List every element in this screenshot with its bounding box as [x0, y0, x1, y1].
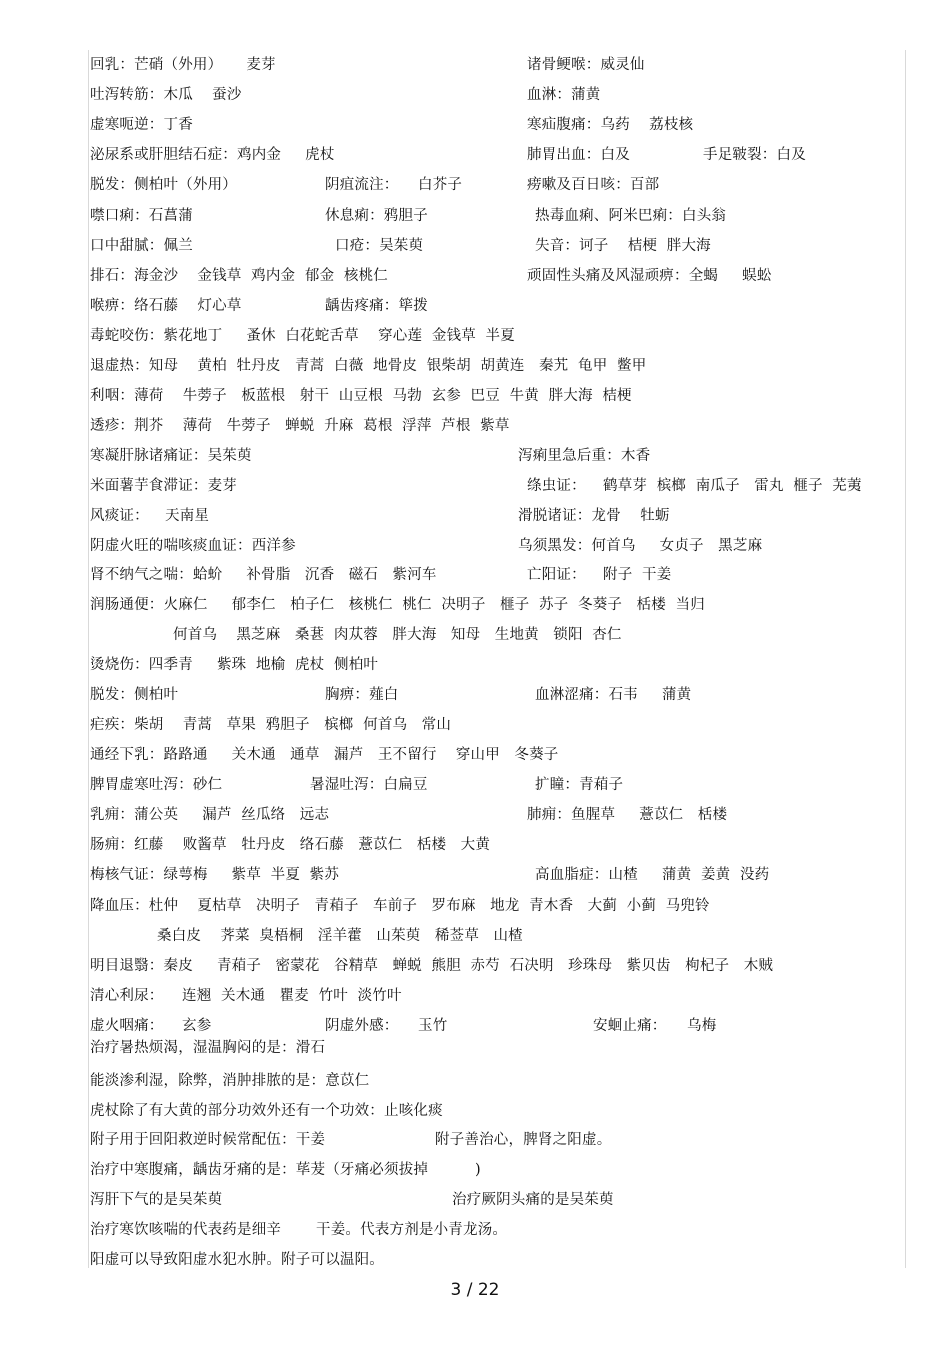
text-segment: 排石：海金沙 金钱草 鸡内金 郁金 核桃仁: [90, 268, 388, 284]
text-line: [0, 504, 950, 528]
text-segment: 米面薯芋食滞证：麦芽: [90, 478, 237, 494]
text-segment: 何首乌 黑芝麻 桑葚 肉苁蓉 胖大海 知母 生地黄 锁阳 杏仁: [173, 627, 622, 643]
text-line: [0, 264, 950, 288]
text-line: [0, 1248, 950, 1272]
text-segment: 寒凝肝脉诸痛证：吴茱萸: [90, 448, 252, 464]
text-segment: 扩瞳：青葙子: [535, 777, 624, 793]
text-segment: 白芥子: [418, 177, 463, 193]
text-line: [0, 354, 950, 378]
text-segment: 乌梅: [687, 1018, 717, 1034]
text-segment: 附子善治心，脾肾之阳虚。: [435, 1132, 612, 1148]
text-line: [0, 1158, 950, 1182]
text-segment: 脱发：侧柏叶（外用）: [90, 177, 237, 193]
text-segment: 阴虚火旺的喘咳痰血证：西洋参: [90, 538, 296, 554]
text-line: [0, 444, 950, 468]
text-segment: 治疗暑热烦渴，湿温胸闷的是：滑石: [90, 1040, 326, 1056]
text-segment: 肠痈：红藤 败酱草 牡丹皮 络石藤 薏苡仁 栝楼 大黄: [90, 837, 491, 853]
text-segment: 阴疽流注：: [325, 177, 399, 193]
text-segment: 阴虚外感：: [325, 1018, 399, 1034]
page-number: 3 / 22: [450, 1280, 500, 1300]
text-line: [0, 954, 950, 978]
text-line: [0, 773, 950, 797]
text-segment: 热毒血痢、阿米巴痢：白头翁: [535, 208, 727, 224]
text-line: [0, 173, 950, 197]
text-line: [0, 83, 950, 107]
text-segment: 吐泻转筋：木瓜 蚕沙: [90, 87, 242, 103]
text-segment: 龋齿疼痛：筚拨: [325, 298, 428, 314]
text-segment: 玉竹: [418, 1018, 448, 1034]
text-segment: 梅核气证：绿萼梅 紫草 半夏 紫苏: [90, 867, 340, 883]
text-line: [0, 563, 950, 587]
text-segment: 安蛔止痛：: [593, 1018, 667, 1034]
text-line: [0, 474, 950, 498]
text-line: [0, 863, 950, 887]
text-segment: 虚寒呃逆：丁香: [90, 117, 193, 133]
text-segment: 疟疾：柴胡 青蒿 草果 鸦胆子 槟榔 何首乌 常山: [90, 717, 452, 733]
text-segment: 绦虫证：: [527, 478, 586, 494]
text-segment: 天南星: [165, 508, 210, 524]
text-segment: 诸骨鲠喉：威灵仙: [527, 57, 645, 73]
text-segment: 明目退翳：秦皮 青葙子 密蒙花 谷精草 蝉蜕 熊胆 赤芍 石决明 珍珠母 紫贝齿 枸杞子 木贼: [90, 958, 774, 974]
text-line: [0, 113, 950, 137]
text-segment: 暑湿吐泻：白扁豆: [310, 777, 428, 793]
text-line: [0, 53, 950, 77]
text-segment: 透疹：荆芥 薄荷 牛蒡子 蝉蜕 升麻 葛根 浮萍 芦根 紫草: [90, 418, 510, 434]
text-segment: 泻肝下气的是吴茱萸: [90, 1192, 223, 1208]
text-line: [0, 234, 950, 258]
text-segment: 肾不纳气之喘：蛤蚧 补骨脂 沉香 磁石 紫河车: [90, 567, 437, 583]
text-segment: 清心利尿：: [90, 988, 164, 1004]
text-segment: 亡阳证：: [527, 567, 586, 583]
text-segment: 脾胃虚寒吐泻：砂仁: [90, 777, 223, 793]
text-segment: 肺胃出血：白及: [527, 147, 630, 163]
text-line: [0, 833, 950, 857]
text-segment: 乌须黑发：何首乌 女贞子 黑芝麻: [518, 538, 763, 554]
text-segment: 血淋：蒲黄: [527, 87, 601, 103]
text-segment: 噤口痢：石菖蒲: [90, 208, 193, 224]
text-segment: 利咽：薄荷 牛蒡子 板蓝根 射干 山豆根 马勃 玄参 巴豆 牛黄 胖大海 桔梗: [90, 388, 632, 404]
text-segment: 玄参: [182, 1018, 212, 1034]
text-segment: 失音：诃子 桔梗 胖大海: [535, 238, 711, 254]
text-segment: 滑脱诸证：龙骨 牡蛎: [518, 508, 670, 524]
text-line: [0, 1036, 950, 1060]
text-line: [0, 984, 950, 1008]
text-segment: 润肠通便：火麻仁 郁李仁 柏子仁 核桃仁 桃仁 决明子 榧子 苏子 冬葵子 栝楼 当归: [90, 597, 705, 613]
text-segment: 喉痹：络石藤 灯心草: [90, 298, 242, 314]
text-line: [0, 1014, 950, 1038]
text-line: [0, 1218, 950, 1242]
text-line: [0, 143, 950, 167]
text-line: [0, 743, 950, 767]
text-segment: 治疗厥阴头痛的是吴茱萸: [452, 1192, 614, 1208]
text-segment: 鹤草芽 槟榔 南瓜子 雷丸 榧子 芜荑: [603, 478, 862, 494]
text-segment: 休息痢：鸦胆子: [325, 208, 428, 224]
text-segment: 附子 干姜: [603, 567, 672, 583]
text-line: [0, 294, 950, 318]
text-line: [0, 1099, 950, 1123]
text-segment: 口中甜腻：佩兰: [90, 238, 193, 254]
text-line: [0, 593, 950, 617]
text-segment: 阳虚可以导致阳虚水犯水肿。附子可以温阳。: [90, 1252, 384, 1268]
text-segment: 肺痈：鱼腥草 薏苡仁 栝楼: [527, 807, 728, 823]
text-segment: 虎杖除了有大黄的部分功效外还有一个功效：止咳化痰: [90, 1103, 443, 1119]
text-segment: 泌尿系或肝胆结石症：鸡内金 虎杖: [90, 147, 335, 163]
text-line: [0, 414, 950, 438]
text-segment: 附子用于回阳救逆时候常配伍：干姜: [90, 1132, 326, 1148]
text-segment: 能淡渗利湿，除弊，消肿排脓的是：意苡仁: [90, 1073, 370, 1089]
text-segment: 泻痢里急后重：木香: [518, 448, 651, 464]
text-segment: 寒疝腹痛：乌药 荔枝核: [527, 117, 694, 133]
text-line: [0, 623, 950, 647]
text-segment: 口疮：吴茱萸: [335, 238, 424, 254]
text-line: [0, 653, 950, 677]
text-segment: 血淋涩痛：石韦 蒲黄: [535, 687, 692, 703]
text-segment: 干姜。代表方剂是小青龙汤。: [316, 1222, 508, 1238]
text-line: [0, 204, 950, 228]
text-segment: 退虚热：知母 黄柏 牡丹皮 青蒿 白薇 地骨皮 银柴胡 胡黄连 秦艽 龟甲 鳖甲: [90, 358, 647, 374]
text-segment: 手足皲裂：白及: [703, 147, 806, 163]
text-line: [0, 683, 950, 707]
text-segment: 脱发：侧柏叶: [90, 687, 179, 703]
text-segment: 乳痈：蒲公英 漏芦 丝瓜络 远志: [90, 807, 330, 823]
text-line: [0, 924, 950, 948]
text-line: [0, 1069, 950, 1093]
text-segment: 通经下乳：路路通 关木通 通草 漏芦 王不留行 穿山甲 冬葵子: [90, 747, 559, 763]
text-line: [0, 713, 950, 737]
text-segment: 桑白皮 荠菜 臭梧桐 淫羊藿 山茱萸 稀莶草 山楂: [157, 928, 523, 944]
text-segment: 胸痹：薤白: [325, 687, 399, 703]
text-segment: 高血脂症：山楂 蒲黄 姜黄 没药: [535, 867, 770, 883]
text-line: [0, 324, 950, 348]
text-line: [0, 803, 950, 827]
text-segment: 治疗寒饮咳喘的代表药是细辛: [90, 1222, 282, 1238]
text-segment: 降血压：杜仲 夏枯草 决明子 青葙子 车前子 罗布麻 地龙 青木香 大蓟 小蓟 马兜铃: [90, 898, 710, 914]
text-segment: 痨嗽及百日咳：百部: [527, 177, 660, 193]
text-segment: 虚火咽痛：: [90, 1018, 164, 1034]
text-line: [0, 384, 950, 408]
text-line: [0, 894, 950, 918]
text-line: [0, 1128, 950, 1152]
text-segment: 风痰证：: [90, 508, 149, 524]
text-line: [0, 1188, 950, 1212]
text-segment: 治疗中寒腹痛，龋齿牙痛的是：荜茇（牙痛必须拔掉: [90, 1162, 429, 1178]
text-line: [0, 534, 950, 558]
text-segment: 毒蛇咬伤：紫花地丁 蚤休 白花蛇舌草 穿心莲 金钱草 半夏: [90, 328, 515, 344]
text-segment: 回乳：芒硝（外用） 麦芽: [90, 57, 276, 73]
text-segment: ): [475, 1162, 481, 1178]
text-segment: 连翘 关木通 瞿麦 竹叶 淡竹叶: [182, 988, 402, 1004]
text-segment: 顽固性头痛及风湿顽痹：全蝎 蜈蚣: [527, 268, 772, 284]
text-segment: 烫烧伤：四季青 紫珠 地榆 虎杖 侧柏叶: [90, 657, 379, 673]
